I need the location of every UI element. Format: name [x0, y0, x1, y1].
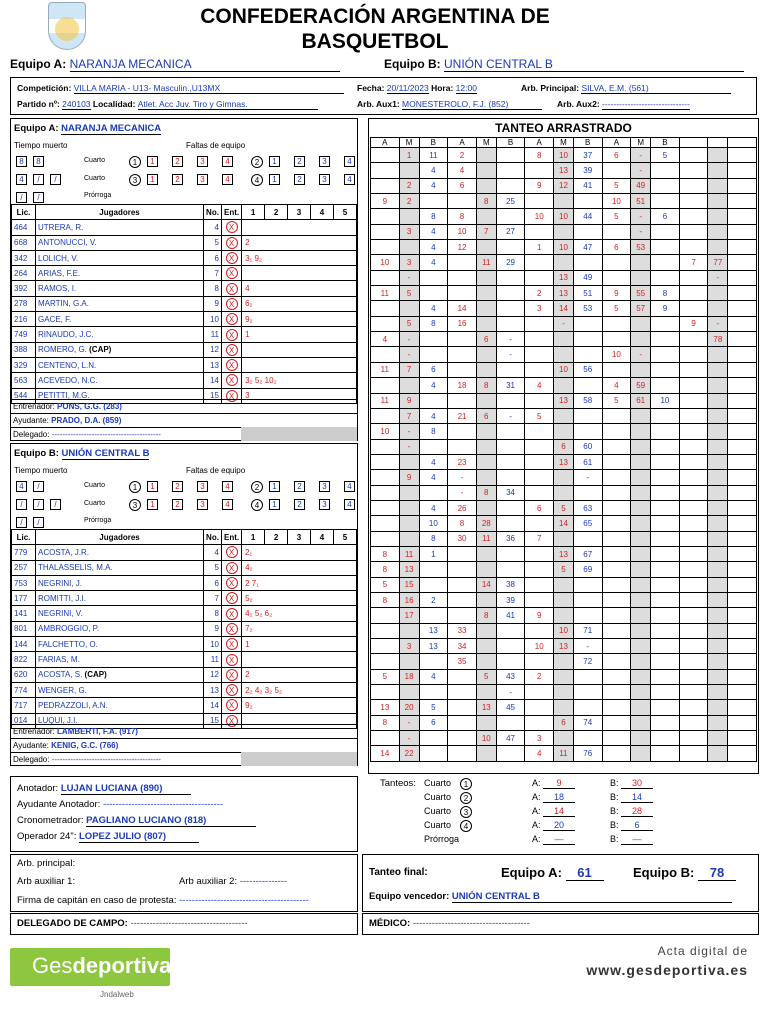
quarter-marker: 3 — [129, 499, 141, 511]
final-score-box: Tanteo final: Equipo A: 61 Equipo B: 78 Equipo vencedor: UNIÓN CENTRAL B — [362, 854, 759, 912]
foul-box: 4 — [222, 156, 233, 167]
score-row: 14 22 4 11 76 — [371, 746, 757, 761]
score-row: 4 4 13 39 - — [371, 163, 757, 178]
score-row: - — [371, 685, 757, 700]
score-row: 4 23 13 61 — [371, 454, 757, 469]
score-row: 10 8 28 14 65 — [371, 516, 757, 531]
team-b-assistant: Ayudante: KENIG, G.C. (766) — [11, 738, 357, 752]
quarter-a-score: A: — — [532, 834, 575, 845]
timeout-box: / — [16, 499, 27, 510]
foul-box: 3 — [197, 499, 208, 510]
score-row: 11 9 13 58 5 61 10 — [371, 393, 757, 408]
timeout-box: 8 — [16, 156, 27, 167]
score-row: 13 33 10 71 — [371, 623, 757, 638]
score-row: 10 3 4 11 29 7 77 — [371, 255, 757, 270]
player-row: 563 ACEVEDO, N.C. 14 X 3₂ 5₂ 10₂ — [12, 373, 357, 388]
player-row: 278 MARTIN, G.A. 9 X 6₂ — [12, 296, 357, 311]
team-a-line: Equipo A: NARANJA MECANICA — [10, 57, 340, 72]
quarter-marker: 2 — [251, 481, 263, 493]
quarter-label: Cuarto — [424, 792, 452, 802]
foul-box: 3 — [197, 156, 208, 167]
cab-logo — [48, 2, 86, 50]
referees-box: Arb. principal: Arb auxiliar 1: Arb auxiliar 2: --------------- Firma de capitán en caso de protesta: ----------------------------------------- — [10, 854, 358, 912]
player-row: 144 FALCHETTO, O. 10 X 1 — [12, 637, 357, 652]
player-row: 264 ARIAS, F.E. 7 X — [12, 266, 357, 281]
foul-box: 4 — [344, 481, 355, 492]
player-row: 257 THALASSELIS, M.A. 5 X 4₂ — [12, 560, 357, 575]
foul-box: 1 — [147, 156, 158, 167]
timeout-box: 8 — [33, 156, 44, 167]
timeout-box: / — [50, 499, 61, 510]
foul-box: 2 — [294, 481, 305, 492]
player-row: 392 RAMOS, I. 8 X 4 — [12, 281, 357, 296]
foul-box: 4 — [222, 174, 233, 185]
player-row: 216 GACE, F. 10 X 9₂ — [12, 312, 357, 327]
score-row: 4 18 8 31 4 4 59 — [371, 378, 757, 393]
player-row: 753 NEGRINI, J. 6 X 2 7₁ — [12, 575, 357, 590]
foul-box: 4 — [222, 499, 233, 510]
foul-box: 4 — [344, 156, 355, 167]
foul-box: 2 — [294, 499, 305, 510]
gesdeportiva-logo: Gesdeportiva — [10, 948, 170, 986]
quarter-marker: 4 — [251, 499, 263, 511]
player-row: 620 ACOSTA, S. (CAP) 12 X 2 — [12, 667, 357, 682]
team-b-coach: Entrenador: LAMBERTI, F.A. (917) — [11, 724, 357, 738]
team-b-delegate: Delegado: ----------------------------------------- — [11, 752, 357, 766]
player-row: 717 PEDRAZZOLI, A.N. 14 X 9₂ — [12, 698, 357, 713]
foul-box: 2 — [294, 174, 305, 185]
score-row: 4 14 3 14 53 5 57 9 — [371, 301, 757, 316]
score-row: 4 - 6 - 78 — [371, 332, 757, 347]
score-row: - 8 34 — [371, 485, 757, 500]
player-row: 329 CENTENO, L.N. 13 X — [12, 357, 357, 372]
team-a-assistant: Ayudante: PRADO, D.A. (859) — [11, 413, 357, 427]
quarter-marker: 3 — [129, 174, 141, 186]
score-row: 7 4 21 6 - 5 — [371, 408, 757, 423]
timeout-box: 4 — [16, 174, 27, 185]
foul-box: 1 — [147, 499, 158, 510]
timeout-box: / — [33, 192, 44, 203]
score-row: 8 16 2 39 — [371, 592, 757, 607]
score-row: 11 7 6 10 56 — [371, 362, 757, 377]
team-a-players: Lic. Jugadores No. Ent. 1 2 3 4 5 464 UTRERA, R. 4 X 668 ANTONUCCI, V. 5 X 2 342 LOLICH, V. 6 X 3₁ 9₂ 264 ARIAS, F.E. 7 X 392 RAMOS, I. 8 X 4 278 MARTIN, G.A. 9 X 6₂ 216 GACE, F. 10 X 9₂ 749 RINAUDO, J.C. 11 X 1 388 ROMERO, G. (CAP) 12 X 329 CENTENO, L.N. 13 X 563 ACEVEDO, N.C. 14 X 3₂ 5₂ 10₂ 544 PETITTI, M.G. 15 X 3 — [11, 204, 357, 404]
player-row: 822 FARIAS, M. 11 X — [12, 652, 357, 667]
score-row: 8 13 5 69 — [371, 562, 757, 577]
quarter-marker: 1 — [129, 481, 141, 493]
quarter-a-score: A: 20 — [532, 820, 575, 831]
foul-box: 1 — [269, 481, 280, 492]
score-row: 17 8 41 9 — [371, 608, 757, 623]
quarter-number: 1 — [460, 778, 472, 790]
player-row: 342 LOLICH, V. 6 X 3₁ 9₂ — [12, 250, 357, 265]
team-a-delegate: Delegado: ----------------------------------------- — [11, 427, 357, 441]
score-row: 4 12 1 10 47 6 53 — [371, 240, 757, 255]
quarter-label: Prórroga — [424, 834, 460, 844]
timeout-box: / — [33, 174, 44, 185]
score-row: - 13 49 - — [371, 270, 757, 285]
running-score-panel: TANTEO ARRASTRADO — [368, 118, 759, 774]
player-row: 141 NEGRINI, V. 8 X 4₂ 5₂ 6₂ — [12, 606, 357, 621]
score-row: 10 - 8 — [371, 424, 757, 439]
player-row: 749 RINAUDO, J.C. 11 X 1 — [12, 327, 357, 342]
timeout-box: / — [50, 174, 61, 185]
player-row: 779 ACOSTA, J.R. 4 X 2₁ — [12, 545, 357, 560]
player-row: 014 LUQUI, J.I. 15 X — [12, 713, 357, 728]
quarter-label: Cuarto — [424, 806, 452, 816]
player-row: 177 ROMITTI, J.I. 7 X 5₂ — [12, 591, 357, 606]
page-title: CONFEDERACIÓN ARGENTINA DE BASQUETBOL — [200, 5, 550, 53]
score-row: 35 72 — [371, 654, 757, 669]
foul-box: 1 — [147, 174, 158, 185]
team-b-players: Lic. Jugadores No. Ent. 1 2 3 4 5 779 ACOSTA, J.R. 4 X 2₁ 257 THALASSELIS, M.A. 5 X 4₂ 753 NEGRINI, J. 6 X 2 7₁ 177 ROMITTI, J.I. 7 X 5₂ 141 NEGRINI, V. 8 X 4₂ 5₂ 6₂ 801 AMBROGGIO, P. 9 X 7₂ 144 FALCHETTO, O. 10 X 1 822 FARIAS, M. 11 X 620 ACOSTA, S. (CAP) 12 X 2 774 WENGER, G. 13 X 2₂ 4₂ 3₂ 5₂ 717 PEDRAZZOLI, A.N. 14 X 9₂ 014 LUQUI, J.I. 15 X — [11, 529, 357, 729]
foul-box: 1 — [147, 481, 158, 492]
score-row: 3 13 34 10 13 - — [371, 639, 757, 654]
player-row: 801 AMBROGGIO, P. 9 X 7₂ — [12, 621, 357, 636]
foul-box: 4 — [344, 499, 355, 510]
quarter-number: 2 — [460, 792, 472, 804]
team-b-line: Equipo B: UNIÓN CENTRAL B — [384, 57, 744, 72]
score-row: 4 26 6 5 63 — [371, 500, 757, 515]
foul-box: 2 — [172, 174, 183, 185]
score-row: 3 4 10 7 27 - — [371, 224, 757, 239]
foul-box: 1 — [269, 174, 280, 185]
foul-box: 2 — [294, 156, 305, 167]
player-row: 544 PETITTI, M.G. 15 X 3 — [12, 388, 357, 403]
timeout-box: 4 — [16, 481, 27, 492]
quarter-a-score: A: 9 — [532, 778, 575, 789]
quarter-b-score: B: 14 — [610, 792, 653, 803]
player-row: 464 UTRERA, R. 4 X — [12, 220, 357, 235]
running-score-table: A M B A M B A M B A M B 1 11 2 8 10 37 6 - 5 4 4 13 39 - 2 4 6 9 12 41 5 49 9 2 8 25 10 51 8 8 10 10 44 5 - 6 3 4 10 7 27 - 4 12 1 10 47 6 53 10 3 4 11 29 7 77 - 13 49 - 11 5 2 13 51 9 55 8 4 14 3 14 53 5 57 9 5 8 16 - 9 - 4 - 6 - 78 - - 10 - 11 7 6 10 56 4 18 8 31 4 4 59 11 9 13 58 5 61 10 7 4 21 6 - 5 10 - 8 - 6 60 4 23 13 61 9 4 - - - 8 34 4 26 6 5 63 10 8 28 14 65 8 30 11 36 7 8 11 1 13 67 8 13 5 69 5 15 14 38 8 16 2 39 17 8 41 9 13 33 10 71 3 13 34 10 13 - 35 72 5 18 4 5 43 2 - 13 20 5 13 45 8 - 6 6 74 - 10 47 3 14 22 4 11 76 — [370, 137, 757, 762]
field-delegate-box: DELEGADO DE CAMPO: ------------------------------------- — [10, 913, 358, 935]
quarter-b-score: B: 6 — [610, 820, 653, 831]
foul-box: 2 — [172, 156, 183, 167]
quarter-a-score: A: 14 — [532, 806, 575, 817]
score-row: 8 - 6 6 74 — [371, 715, 757, 730]
score-row: 11 5 2 13 51 9 55 8 — [371, 286, 757, 301]
team-b-panel: Equipo B: UNIÓN CENTRAL B Tiempo muerto Faltas de equipo Cuarto Cuarto Prórroga 4 / / / / / / 1 1 2 3 4 2 1 2 3 4 3 1 2 3 4 4 1 2 3 4 Lic. Jugadores No. Ent. 1 2 3 4 5 779 ACOSTA, J.R. 4 X 2₁ 257 THALASSELIS, M.A. 5 X 4₂ 753 NEGRINI, J. 6 X 2 7₁ 177 ROMITTI, J.I. 7 X 5₂ 141 NEGRINI, V. 8 X 4₂ 5₂ 6₂ 801 AMBROGGIO, P. 9 X 7₂ 144 FALCHETTO, O. 10 X 1 822 FARIAS, M. 11 X 620 ACOSTA, S. (CAP) 12 X 2 774 WENGER, G. 13 X 2₂ 4₂ 3₂ 5₂ 717 PEDRAZZOLI, A.N. 14 X 9₂ 014 LUQUI, J.I. 15 X Entrenador: LAMBERTI, F.A. (917) Ayudante: KENIG, G.C. (766) Delegado: ----------------------------------------- — [10, 443, 358, 766]
quarter-marker: 4 — [251, 174, 263, 186]
officials-box: Anotador: LUJAN LUCIANA (890) Ayudante Anotador: -------------------------------------- Cronometrador: PAGLIANO LUCIANO (818) Operador 24": LOPEZ JULIO (807) — [10, 776, 358, 852]
timeout-box: / — [33, 481, 44, 492]
team-a-coach: Entrenador: PONS, G.G. (283) — [11, 399, 357, 413]
foul-box: 4 — [222, 481, 233, 492]
quarter-number: 4 — [460, 820, 472, 832]
player-row: 388 ROMERO, G. (CAP) 12 X — [12, 342, 357, 357]
timeout-box: / — [33, 499, 44, 510]
foul-box: 3 — [197, 174, 208, 185]
score-row: - - 10 - — [371, 347, 757, 362]
score-row: 13 20 5 13 45 — [371, 700, 757, 715]
score-row: 9 4 - - — [371, 470, 757, 485]
quarter-marker: 2 — [251, 156, 263, 168]
foul-box: 1 — [269, 499, 280, 510]
score-row: 8 8 10 10 44 5 - 6 — [371, 209, 757, 224]
player-row: 774 WENGER, G. 13 X 2₂ 4₂ 3₂ 5₂ — [12, 682, 357, 697]
foul-box: 3 — [319, 499, 330, 510]
quarter-number: 3 — [460, 806, 472, 818]
score-row: 5 18 4 5 43 2 — [371, 669, 757, 684]
timeout-box: / — [33, 517, 44, 528]
score-row: 5 8 16 - 9 - — [371, 316, 757, 331]
score-row: 5 15 14 38 — [371, 577, 757, 592]
quarter-b-score: B: 30 — [610, 778, 653, 789]
foul-box: 3 — [319, 156, 330, 167]
quarter-label: Cuarto — [424, 778, 452, 788]
quarter-marker: 1 — [129, 156, 141, 168]
player-row: 668 ANTONUCCI, V. 5 X 2 — [12, 235, 357, 250]
quarter-a-score: A: 18 — [532, 792, 575, 803]
foul-box: 3 — [197, 481, 208, 492]
timeout-box: / — [16, 192, 27, 203]
score-row: - 10 47 3 — [371, 731, 757, 746]
team-a-panel: Equipo A: NARANJA MECANICA Tiempo muerto Faltas de equipo Cuarto Cuarto Prórroga 8 8 4 / / / / 1 1 2 3 4 2 1 2 3 4 3 1 2 3 4 4 1 2 3 4 Lic. Jugadores No. Ent. 1 2 3 4 5 464 UTRERA, R. 4 X 668 ANTONUCCI, V. 5 X 2 342 LOLICH, V. 6 X 3₁ 9₂ 264 ARIAS, F.E. 7 X 392 RAMOS, I. 8 X 4 278 MARTIN, G.A. 9 X 6₂ 216 GACE, F. 10 X 9₂ 749 RINAUDO, J.C. 11 X 1 388 ROMERO, G. (CAP) 12 X 329 CENTENO, L.N. 13 X 563 ACEVEDO, N.C. 14 X 3₂ 5₂ 10₂ 544 PETITTI, M.G. 15 X 3 Entrenador: PONS, G.G. (283) Ayudante: PRADO, D.A. (859) Delegado: ----------------------------------------- — [10, 118, 358, 441]
quarter-b-score: B: — — [610, 834, 653, 845]
score-row: 9 2 8 25 10 51 — [371, 194, 757, 209]
foul-box: 4 — [344, 174, 355, 185]
foul-box: 3 — [319, 174, 330, 185]
quarter-scores: Tanteos: Cuarto 1 A: 9 B: 30 Cuarto 2 A: 18 B: 14 Cuarto 3 A: 14 B: 28 Cuarto 4 A: 20 B: 6 Prórroga A: — B: — — [362, 776, 759, 852]
score-row: 2 4 6 9 12 41 5 49 — [371, 178, 757, 193]
score-row: 1 11 2 8 10 37 6 - 5 — [371, 148, 757, 163]
match-info: Competición: VILLA MARIA - U13- Masculin.,U13MX Fecha: 20/11/2023 Hora: 12:00 Arb. Principal: SILVA, E.M. (561) Partido nº: 240103 Localidad: Atlet. Acc Juv. Tiro y Gimnas. Arb. Aux1: MONESTEROLO, F.J. (852) Arb. Aux2: ------------------------------- — [10, 77, 757, 115]
score-row: 8 11 1 13 67 — [371, 546, 757, 561]
doctor-box: MÉDICO: ------------------------------------- — [362, 913, 759, 935]
timeout-box: / — [16, 517, 27, 528]
score-row: 8 30 11 36 7 — [371, 531, 757, 546]
foul-box: 2 — [172, 481, 183, 492]
quarter-b-score: B: 28 — [610, 806, 653, 817]
score-row: - 6 60 — [371, 439, 757, 454]
foul-box: 3 — [319, 481, 330, 492]
foul-box: 2 — [172, 499, 183, 510]
foul-box: 1 — [269, 156, 280, 167]
quarter-label: Cuarto — [424, 820, 452, 830]
